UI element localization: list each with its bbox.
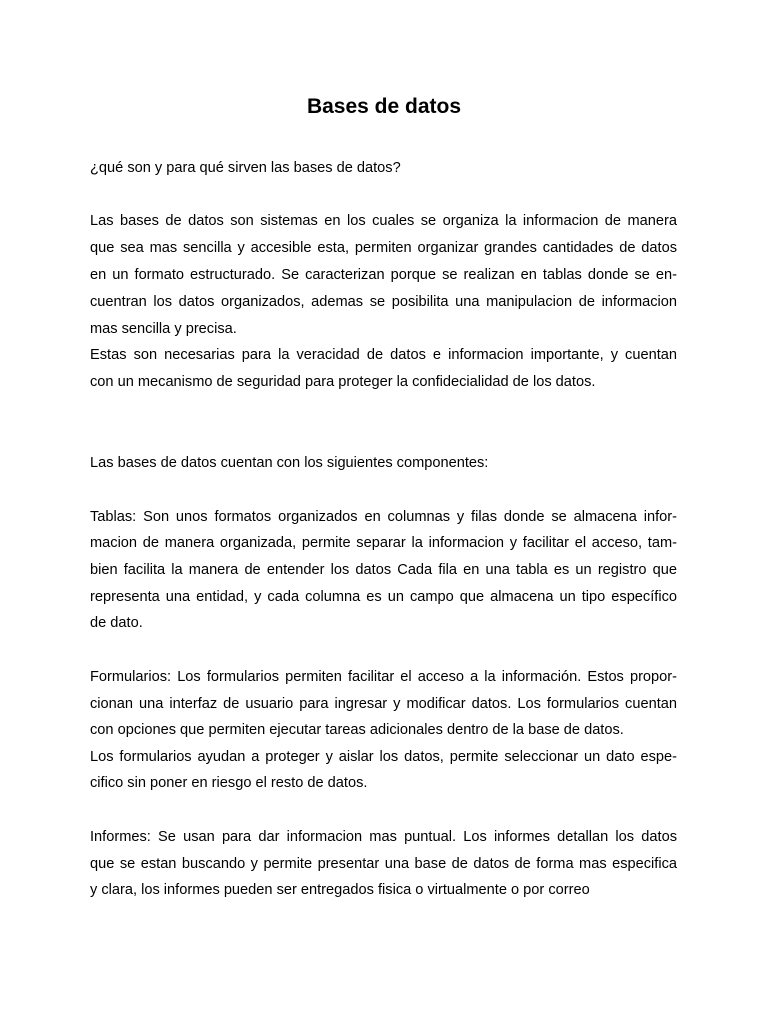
informes-line: Informes: Se usan para dar informacion mas puntual. Los informes detallan los datos: [90, 829, 677, 845]
tablas-line: representa una entidad, y cada columna es un campo que almacena un tipo específico: [90, 589, 677, 605]
tablas-line: bien facilita la manera de entender los datos Cada fila en una tabla es un registro que: [90, 562, 677, 578]
informes-line: que se estan buscando y permite presentar una base de datos de forma mas especifica: [90, 856, 677, 872]
formularios-line: Los formularios ayudan a proteger y aislar los datos, permite seleccionar un dato espe-: [90, 749, 677, 765]
tablas-line: Tablas: Son unos formatos organizados en columnas y filas donde se almacena infor-: [90, 509, 677, 525]
question-line: ¿qué son y para qué sirven las bases de datos?: [90, 160, 401, 176]
intro-line: mas sencilla y precisa.: [90, 321, 237, 337]
intro-line: cuentran los datos organizados, ademas se posibilita una manipulacion de informacion: [90, 294, 677, 310]
formularios-line: cionan una interfaz de usuario para ingresar y modificar datos. Los formularios cuentan: [90, 696, 677, 712]
intro-line: Estas son necesarias para la veracidad de datos e informacion importante, y cuentan: [90, 347, 677, 363]
informes-line: y clara, los informes pueden ser entregados fisica o virtualmente o por correo: [90, 882, 590, 898]
intro-line: con un mecanismo de seguridad para proteger la confidecialidad de los datos.: [90, 374, 596, 390]
intro-line: Las bases de datos son sistemas en los cuales se organiza la informacion de manera: [90, 213, 677, 229]
intro-line: en un formato estructurado. Se caracterizan porque se realizan en tablas donde se en-: [90, 267, 677, 283]
formularios-line: con opciones que permiten ejecutar tareas adicionales dentro de la base de datos.: [90, 722, 624, 738]
components-intro-line: Las bases de datos cuentan con los siguientes componentes:: [90, 455, 489, 471]
document-title: Bases de datos: [306, 95, 462, 118]
formularios-line: cifico sin poner en riesgo el resto de datos.: [90, 775, 368, 791]
tablas-line: de dato.: [90, 615, 143, 631]
formularios-line: Formularios: Los formularios permiten facilitar el acceso a la información. Estos propor-: [90, 669, 677, 685]
tablas-line: macion de manera organizada, permite separar la informacion y facilitar el acceso, tam-: [90, 535, 677, 551]
intro-line: que sea mas sencilla y accesible esta, permiten organizar grandes cantidades de datos: [90, 240, 677, 256]
